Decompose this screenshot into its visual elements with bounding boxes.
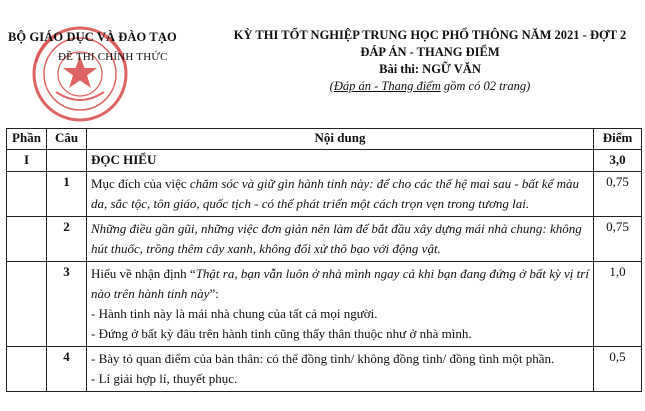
header-points: Điểm bbox=[594, 129, 642, 150]
question-number: 1 bbox=[47, 172, 87, 217]
section-points: 3,0 bbox=[594, 150, 642, 172]
question-number: 3 bbox=[47, 262, 87, 347]
section-row bbox=[7, 150, 642, 172]
exam-heading bbox=[220, 27, 640, 95]
answer-bullet: - Bày tỏ quan điểm của bản thân: có thể đồng tình/ không đồng tình/ đồng tình một phần. bbox=[91, 351, 555, 366]
page-count-note bbox=[220, 78, 640, 95]
answer-italic: Thật ra, bạn vẫn luôn ở nhà mình ngay cả khi bạn đang đứng ở bất kỳ vị trí nào trên hành tinh này bbox=[91, 266, 589, 301]
table-row bbox=[7, 217, 642, 262]
note-rest: gồm có 02 trang) bbox=[440, 79, 531, 93]
question-points: 0,5 bbox=[594, 347, 642, 392]
answer-bullet: - Lí giải hợp lí, thuyết phục. bbox=[91, 371, 238, 386]
answer-lead: Hiểu về nhận định “ bbox=[91, 266, 196, 281]
answer-content bbox=[87, 347, 594, 392]
table-row bbox=[7, 172, 642, 217]
answer-key-title: ĐÁP ÁN - THANG ĐIỂM bbox=[360, 45, 500, 59]
question-points: 0,75 bbox=[594, 172, 642, 217]
answer-bullet: - Đứng ở bất kỳ đâu trên hành tinh cũng thấy thân thuộc như ở nhà mình. bbox=[91, 326, 472, 341]
part-cell bbox=[7, 347, 47, 392]
subject-line: Bài thi: NGỮ VĂN bbox=[379, 62, 481, 76]
answer-statement bbox=[91, 264, 589, 304]
note-underlined: Đáp án - Thang điểm bbox=[333, 79, 441, 93]
ministry-name: BỘ GIÁO DỤC VÀ ĐÀO TẠO bbox=[8, 30, 177, 44]
table-header-row bbox=[7, 129, 642, 150]
official-exam-label: ĐỀ THI CHÍNH THỨC bbox=[58, 51, 168, 63]
answer-italic: chăm sóc và giữ gìn hành tinh này: để cho các thế hệ mai sau - bất kể màu da, sắc tộc, tôn giáo, quốc tịch - có thể phát triển một cách trọn vẹn trong tương lai. bbox=[91, 176, 579, 211]
table-row bbox=[7, 262, 642, 347]
section-title: ĐỌC HIỂU bbox=[87, 150, 594, 172]
header-content: Nội dung bbox=[87, 129, 594, 150]
question-points: 1,0 bbox=[594, 262, 642, 347]
question-number: 2 bbox=[47, 217, 87, 262]
answer-content bbox=[87, 217, 594, 262]
part-cell bbox=[7, 217, 47, 262]
part-cell bbox=[7, 262, 47, 347]
answer-table bbox=[6, 128, 642, 392]
section-part: I bbox=[7, 150, 47, 172]
question-number: 4 bbox=[47, 347, 87, 392]
exam-title: KỲ THI TỐT NGHIỆP TRUNG HỌC PHỔ THÔNG NĂM 2021 - ĐỢT 2 bbox=[233, 28, 627, 42]
answer-tail: ”: bbox=[209, 286, 219, 301]
document-header bbox=[0, 0, 645, 130]
header-part: Phần bbox=[7, 129, 47, 150]
answer-content bbox=[87, 172, 594, 217]
answer-bullet: - Hành tinh này là mái nhà chung của tất cả mọi người. bbox=[91, 306, 378, 321]
answer-content bbox=[87, 262, 594, 347]
note-open: ( bbox=[329, 79, 334, 93]
header-question: Câu bbox=[47, 129, 87, 150]
section-empty bbox=[47, 150, 87, 172]
answer-lead: Mục đích của việc bbox=[91, 176, 190, 191]
part-cell bbox=[7, 172, 47, 217]
answer-italic: Những điều gần gũi, những việc đơn giản nên làm để bắt đầu xây dựng mái nhà chung: không hút thuốc, trồng thêm cây xanh, không đối xử thô bạo với động vật. bbox=[91, 221, 582, 256]
table-row bbox=[7, 347, 642, 392]
question-points: 0,75 bbox=[594, 217, 642, 262]
